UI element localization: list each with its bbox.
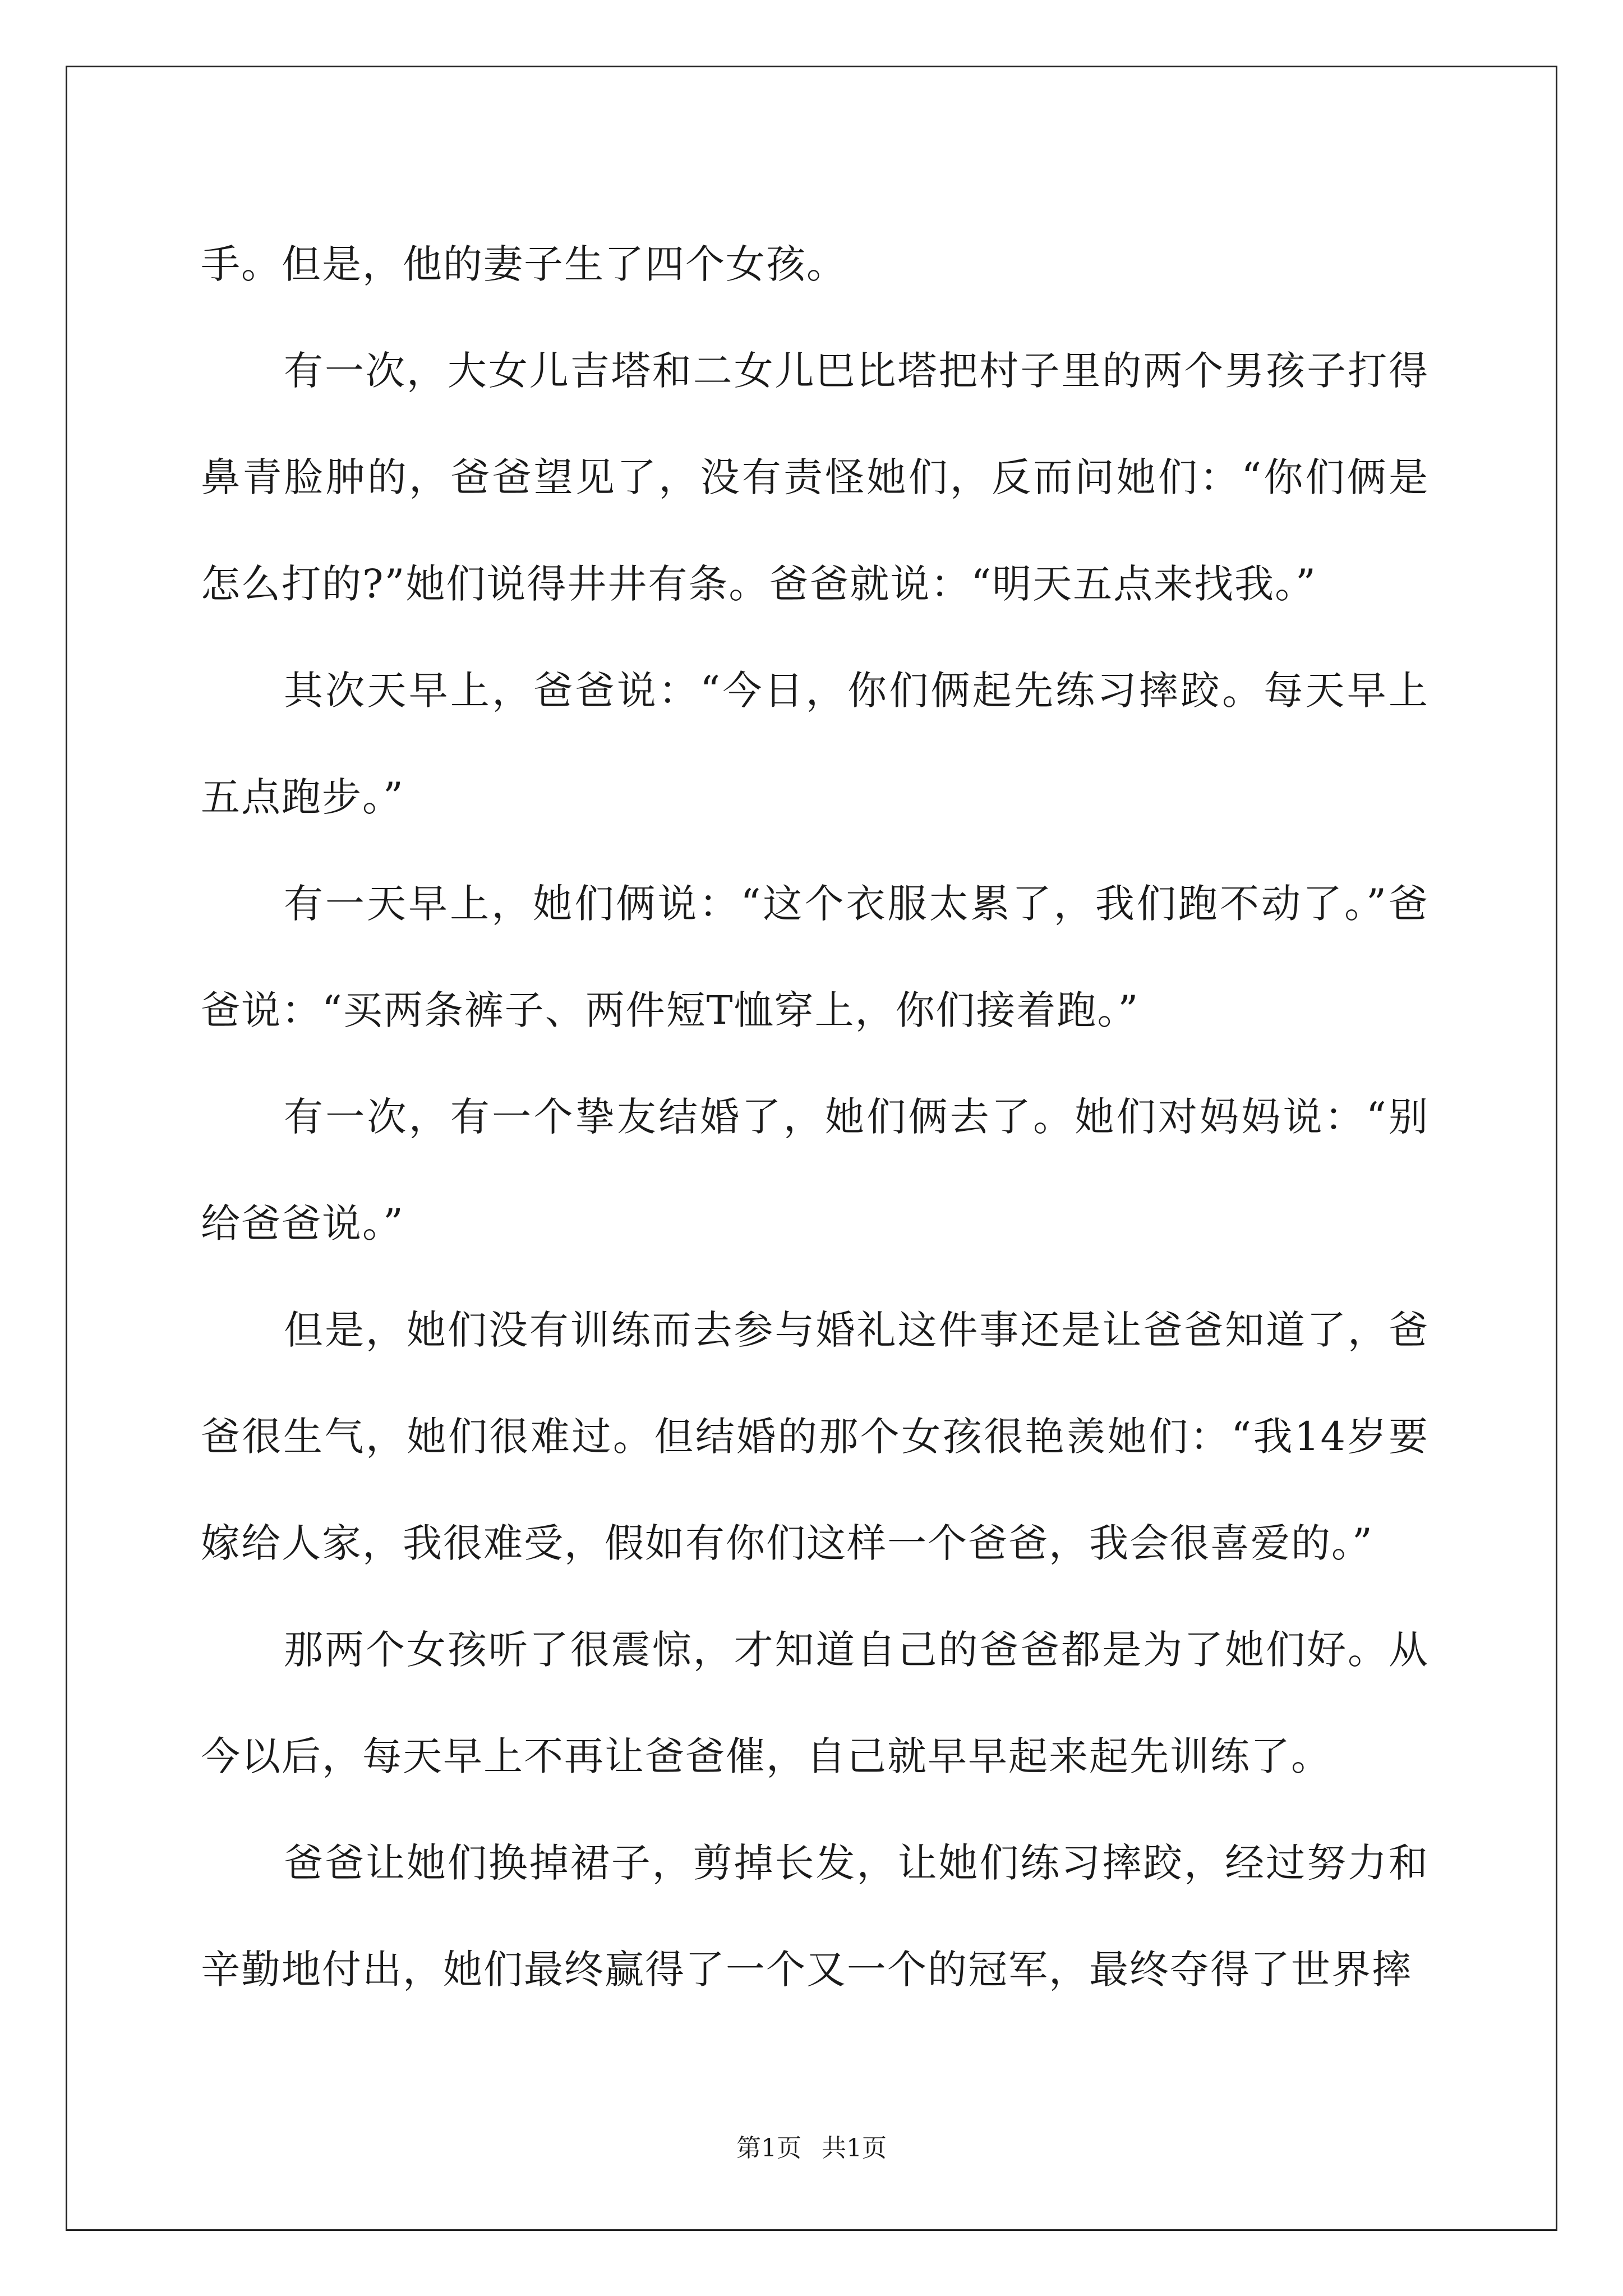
page-number: 第1页 [736, 2134, 801, 2162]
page-total: 共1页 [822, 2134, 887, 2162]
paragraph-8: 爸爸让她们换掉裙子，剪掉长发，让她们练习摔跤，经过努力和辛勤地付出，她们最终赢得了一个又一个的冠军，最终夺得了世界摔 [201, 1840, 1429, 1993]
paragraph-6: 但是，她们没有训练而去参与婚礼这件事还是让爸爸知道了，爸爸很生气，她们很难过。但结婚的那个女孩很艳羡她们：“我14岁要嫁给人家，我很难受，假如有你们这样一个爸爸，我会很喜爱的。” [201, 1307, 1429, 1566]
paragraph-2: 有一次，大女儿吉塔和二女儿巴比塔把村子里的两个男孩子打得鼻青脸肿的，爸爸望见了，没有责怪她们，反而问她们：“你们俩是怎么打的?”她们说得井井有条。爸爸就说：“明天五点来找我。” [201, 348, 1429, 607]
document-body [201, 211, 1429, 2023]
paragraph-7: 那两个女孩听了很震惊，才知道自己的爸爸都是为了她们好。从今以后，每天早上不再让爸爸催，自己就早早起来起先训练了。 [201, 1627, 1429, 1779]
paragraph-4: 有一天早上，她们俩说：“这个衣服太累了，我们跑不动了。”爸爸说：“买两条裤子、两件短T恤穿上，你们接着跑。” [201, 881, 1429, 1033]
paragraph-3: 其次天早上，爸爸说：“今日，你们俩起先练习摔跤。每天早上五点跑步。” [201, 668, 1429, 820]
paragraph-1: 手。但是，他的妻子生了四个女孩。 [201, 241, 847, 287]
page-footer [0, 2132, 1623, 2165]
paragraph-5: 有一次，有一个挚友结婚了，她们俩去了。她们对妈妈说：“别给爸爸说。” [201, 1094, 1429, 1246]
